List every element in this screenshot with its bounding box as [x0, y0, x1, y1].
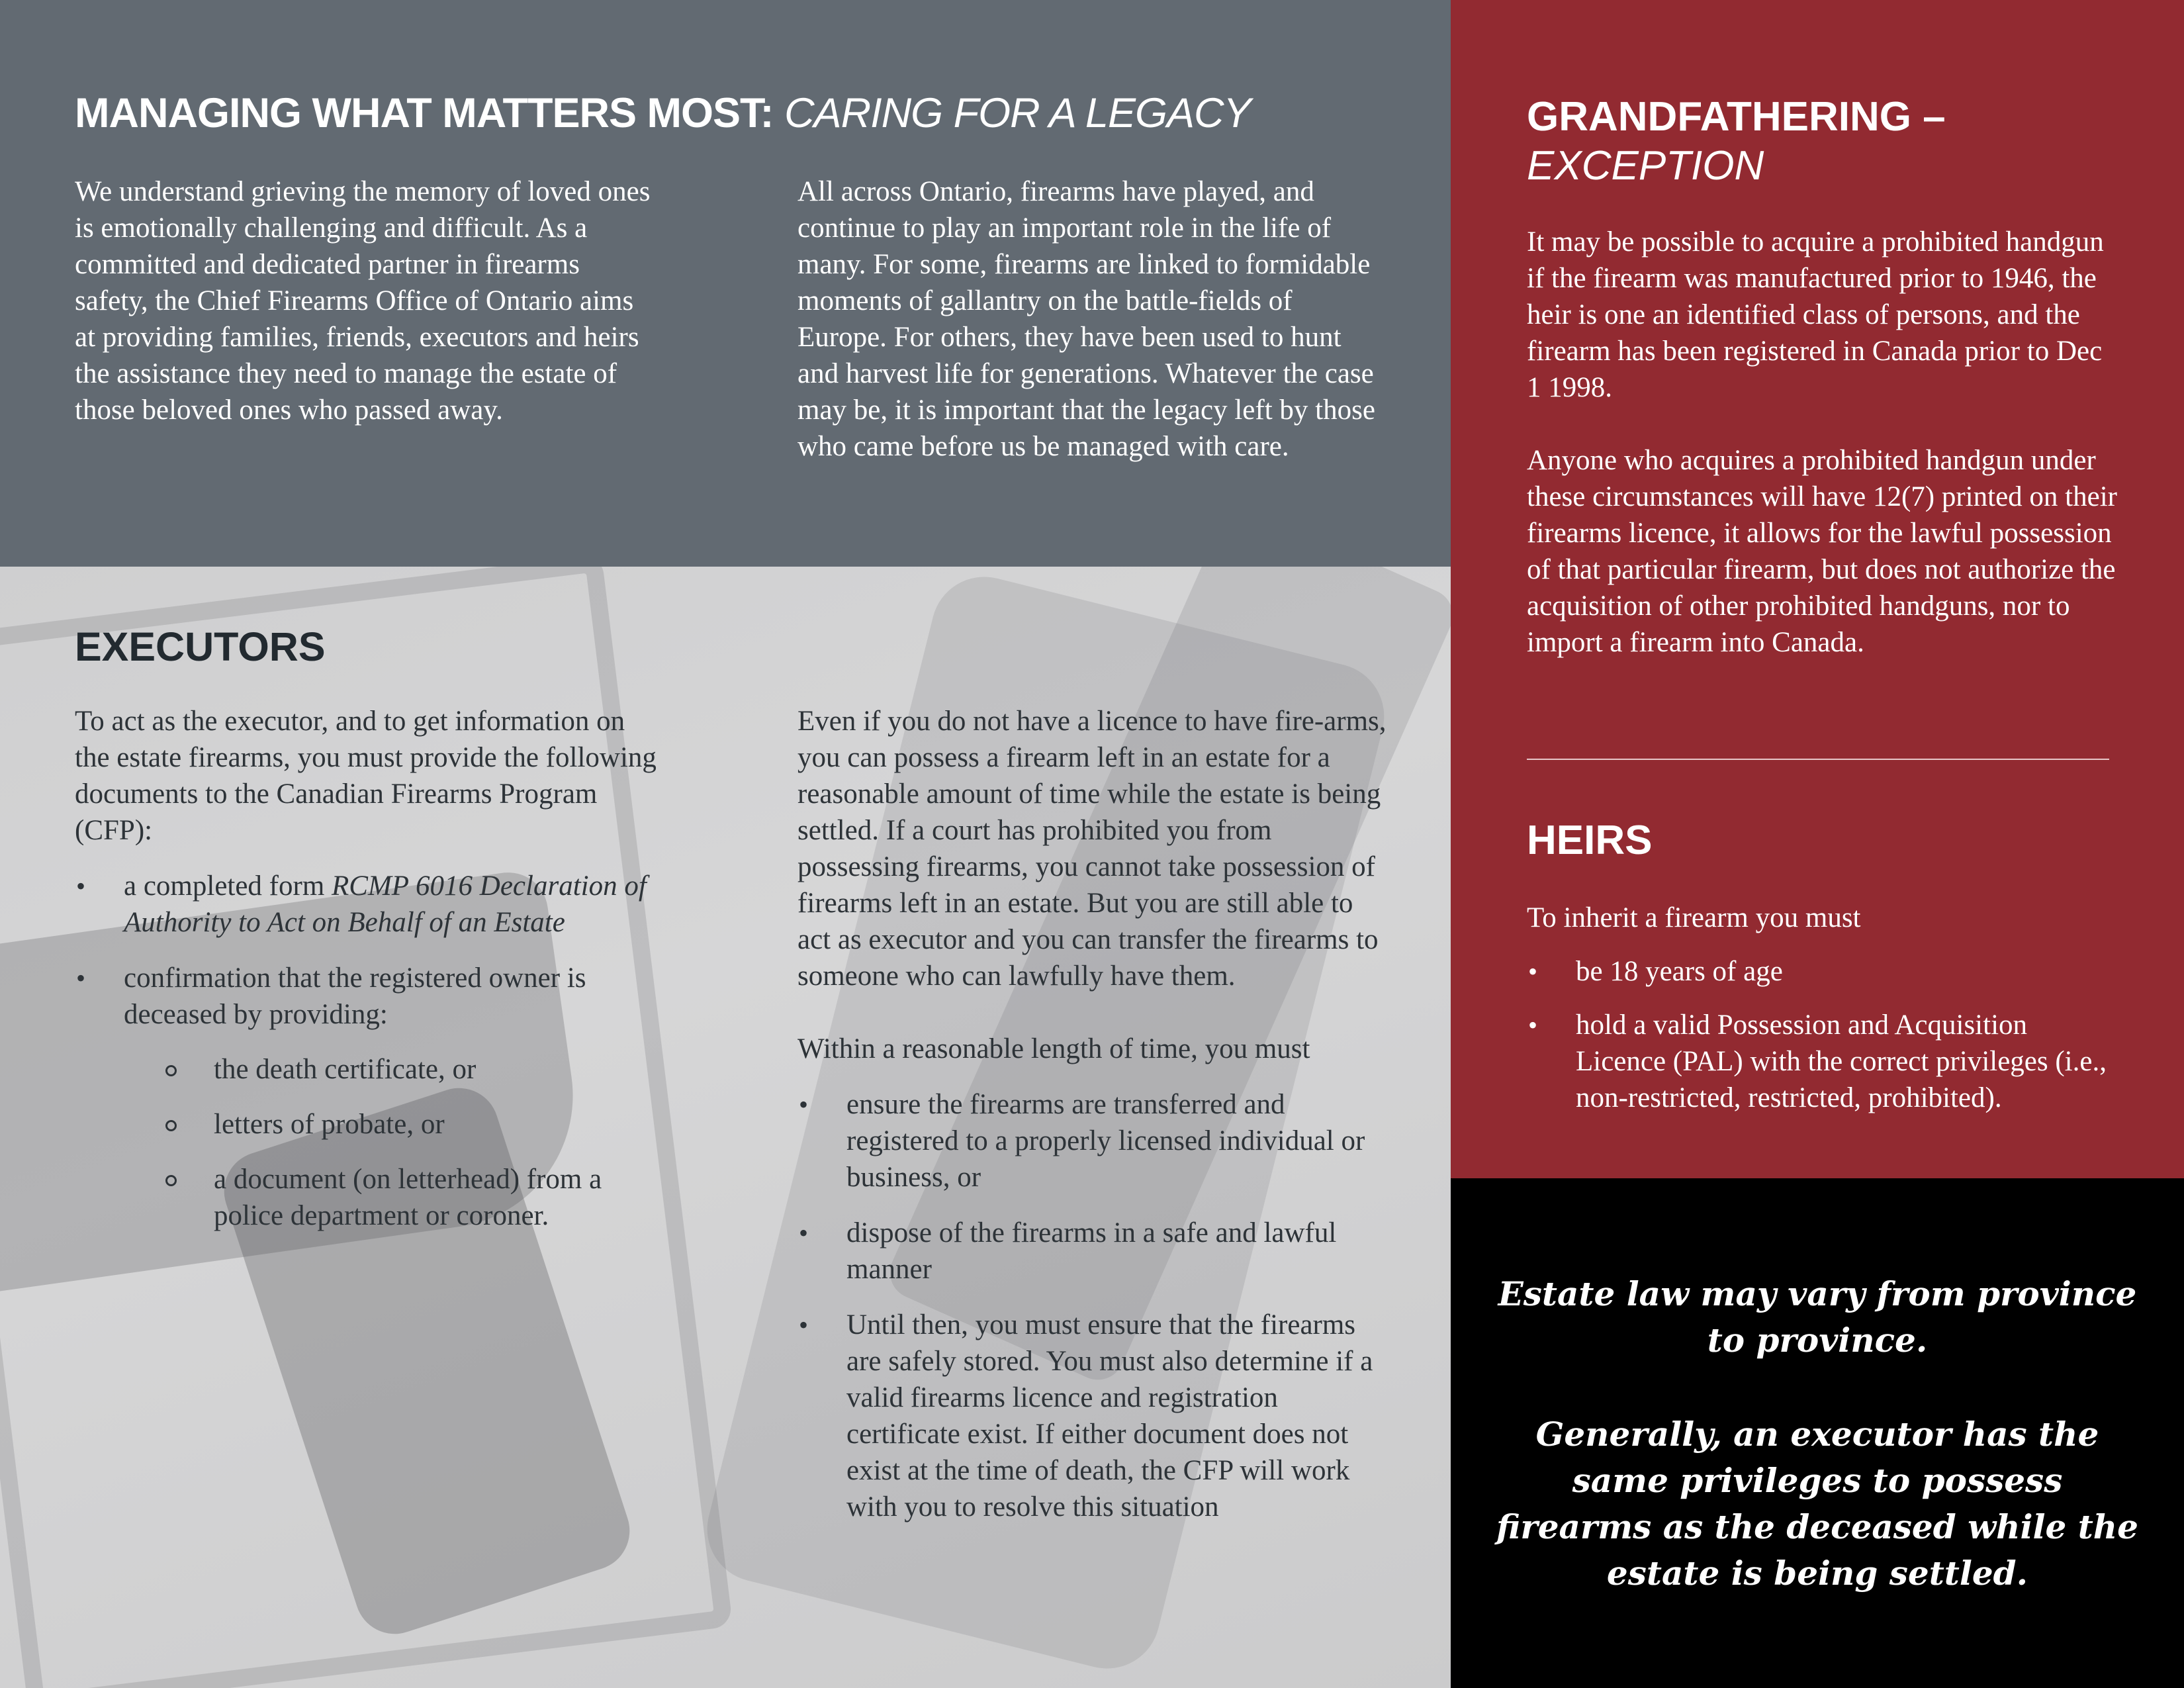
- executors-intro: To act as the executor, and to get information on the estate firearms, you must provide the following documents to the Canadian Firearms Program (CFP):: [75, 706, 657, 846]
- within-time-text: Within a reasonable length of time, you must: [797, 1033, 1310, 1064]
- grandfathering-paragraph-1: It may be possible to acquire a prohibited handgun if the firearm was manufactured prior to 1946, the heir is one an identified class of persons, and the firearm has been registered in Canada prior to Dec 1 1998.: [1527, 226, 2104, 403]
- page-title-italic: CARING FOR A LEGACY: [784, 90, 1251, 136]
- heirs-text: [1527, 900, 2122, 1116]
- callout-line-1: Estate law may vary from province to province.: [1498, 1274, 2137, 1360]
- executor-duties-list: [797, 1086, 1387, 1525]
- page-title: [75, 89, 1251, 137]
- heirs-requirements-list: [1527, 953, 2122, 1116]
- intro-right-paragraph: All across Ontario, firearms have played, and continue to play an important role in the life of many. For some, firearms are linked to formidable moments of gallantry on the battle-fields of Europe. For others, they have been used to hunt and harvest life for generations. Whatever the case may be, it is important that the legacy left by those who came before us be managed with care.: [797, 176, 1375, 462]
- grandfathering-heading: [1527, 93, 1946, 191]
- form-name: RCMP 6016 Declaration of Authority to Act on Behalf of an Estate: [124, 870, 647, 938]
- executors-left-column: [75, 703, 664, 1234]
- callout-panel: [1451, 1178, 2184, 1688]
- list-item: the death certificate, or: [75, 1051, 664, 1088]
- grandfathering-heading-italic: EXCEPTION: [1527, 143, 1764, 189]
- proof-of-death-list: [75, 1051, 664, 1234]
- grandfathering-text: [1527, 224, 2122, 661]
- heirs-intro: To inherit a firearm you must: [1527, 902, 1861, 933]
- list-item: a document (on letterhead) from a police department or coroner.: [75, 1161, 664, 1234]
- executors-right-column: [797, 703, 1387, 1525]
- list-item: • confirmation that the registered owner is deceased by providing:: [75, 960, 664, 1033]
- intro-section: [0, 0, 1451, 567]
- intro-left-paragraph: We understand grieving the memory of loved ones is emotionally challenging and difficult. As a committed and dedicated partner in firearms safety, the Chief Firearms Office of Ontario aims at providing families, friends, executors and heirs the assistance they need to manage the estate of those beloved ones who passed away.: [75, 176, 651, 426]
- grandfathering-paragraph-2: Anyone who acquires a prohibited handgun under these circumstances will have 12(7) printed on their firearms licence, it allows for the lawful possession of that particular firearm, but does not authorize the acquisition of other prohibited handguns, nor to import a firearm into Canada.: [1527, 445, 2117, 658]
- list-item: • be 18 years of age: [1527, 953, 2122, 990]
- list-item: • dispose of the firearms in a safe and lawful manner: [797, 1215, 1387, 1288]
- form-prefix: a completed form: [124, 870, 332, 902]
- executors-heading: EXECUTORS: [75, 624, 326, 669]
- callout-line-2: Generally, an executor has the same privileges to possess firearms as the deceased while the estate is being settled.: [1496, 1415, 2138, 1593]
- list-item: [75, 868, 664, 941]
- heirs-heading: HEIRS: [1527, 818, 1653, 863]
- executors-document-list: [75, 868, 664, 1033]
- list-item: letters of probate, or: [75, 1106, 664, 1143]
- section-divider: [1527, 759, 2109, 760]
- page-title-bold: MANAGING WHAT MATTERS MOST:: [75, 90, 774, 136]
- grandfathering-heading-bold: GRANDFATHERING –: [1527, 94, 1946, 140]
- grandfathering-heirs-panel: [1451, 0, 2184, 1178]
- list-item: • ensure the firearms are transferred and registered to a properly licensed individual or business, or: [797, 1086, 1387, 1196]
- possession-paragraph: Even if you do not have a licence to have fire-arms, you can possess a firearm left in an estate for a reasonable amount of time while the estate is being settled. If a court has prohibited you from possessing firearms, you cannot take possession of firearms left in an estate. But you are still able to act as executor and you can transfer the firearms to someone who can lawfully have them.: [797, 706, 1387, 992]
- list-item: • Until then, you must ensure that the firearms are safely stored. You must also determine if a valid firearms licence and registration certificate exist. If either document does not exist at the time of death, the CFP will work with you to resolve this situation: [797, 1307, 1387, 1525]
- list-item: • hold a valid Possession and Acquisition Licence (PAL) with the correct privileges (i.e., non-restricted, restricted, prohibited).: [1527, 1007, 2122, 1116]
